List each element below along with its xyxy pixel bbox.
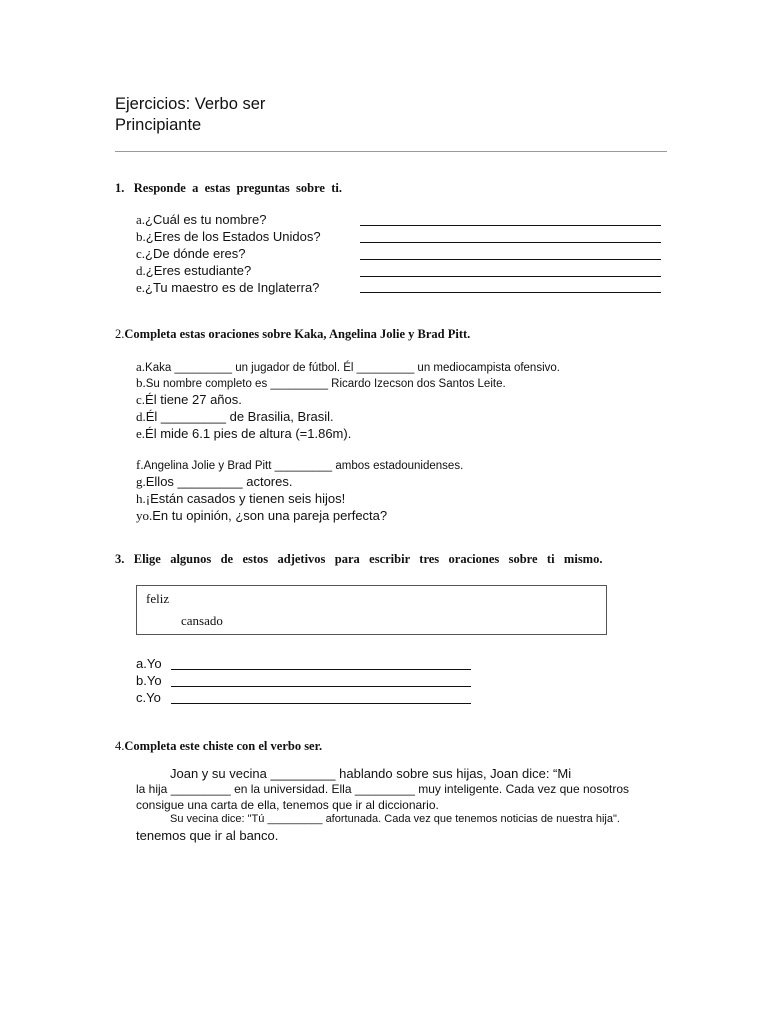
- list-item: g.Ellos _________ actores.: [136, 474, 293, 489]
- list-item: c.Yo: [136, 690, 161, 705]
- list-item: h.¡Están casados y tienen seis hijos!: [136, 491, 346, 506]
- list-item: e.Él mide 6.1 pies de altura (=1.86m).: [136, 426, 352, 441]
- list-item: a.Kaka _________ un jugador de fútbol. Él _________ un mediocampista ofensivo.: [136, 359, 560, 374]
- list-item: d.Él _________ de Brasilia, Brasil.: [136, 409, 334, 424]
- joke-line: consigue una carta de ella, tenemos que ir al diccionario.: [136, 798, 439, 812]
- answer-line[interactable]: [171, 686, 471, 687]
- section-3-heading: 3. Elige algunos de estos adjetivos para escribir tres oraciones sobre ti mismo.: [115, 552, 603, 566]
- answer-line[interactable]: [171, 669, 471, 670]
- answer-line[interactable]: [360, 292, 661, 293]
- list-item: c.¿De dónde eres?: [136, 246, 246, 261]
- answer-line[interactable]: [171, 703, 471, 704]
- joke-line: la hija _________ en la universidad. Ella _________ muy inteligente. Cada vez que nosotros: [136, 782, 630, 796]
- section-4-heading: 4.Completa este chiste con el verbo ser.: [115, 739, 323, 753]
- list-item: c.Él tiene 27 años.: [136, 392, 242, 407]
- list-item: a.Yo: [136, 656, 162, 671]
- answer-line[interactable]: [360, 225, 661, 226]
- list-item: yo.En tu opinión, ¿son una pareja perfecta?: [136, 508, 388, 523]
- list-item: b.Yo: [136, 673, 162, 688]
- header-divider: [115, 151, 667, 152]
- list-item: f.Angelina Jolie y Brad Pitt _________ ambos estadounidenses.: [136, 457, 464, 472]
- answer-line[interactable]: [360, 259, 661, 260]
- list-item: e.¿Tu maestro es de Inglaterra?: [136, 280, 320, 295]
- joke-line: tenemos que ir al banco.: [136, 828, 279, 843]
- joke-line: Su vecina dice: "Tú _________ afortunada. Cada vez que tenemos noticias de nuestra hija".: [170, 813, 620, 825]
- answer-line[interactable]: [360, 276, 661, 277]
- section-2-heading: 2.Completa estas oraciones sobre Kaka, Angelina Jolie y Brad Pitt.: [115, 327, 471, 341]
- answer-line[interactable]: [360, 242, 661, 243]
- list-item: b.¿Eres de los Estados Unidos?: [136, 229, 321, 244]
- page-title: Ejercicios: Verbo ser: [115, 95, 266, 113]
- page-subtitle: Principiante: [115, 116, 202, 134]
- section-1-heading: 1. Responde a estas preguntas sobre ti.: [115, 181, 342, 195]
- adjective-word: cansado: [181, 613, 223, 628]
- adjective-word: feliz: [146, 591, 170, 606]
- list-item: d.¿Eres estudiante?: [136, 263, 252, 278]
- joke-line: Joan y su vecina _________ hablando sobre sus hijas, Joan dice: “Mi: [170, 766, 572, 781]
- list-item: b.Su nombre completo es _________ Ricardo Izecson dos Santos Leite.: [136, 375, 506, 390]
- list-item: a.¿Cuál es tu nombre?: [136, 212, 267, 227]
